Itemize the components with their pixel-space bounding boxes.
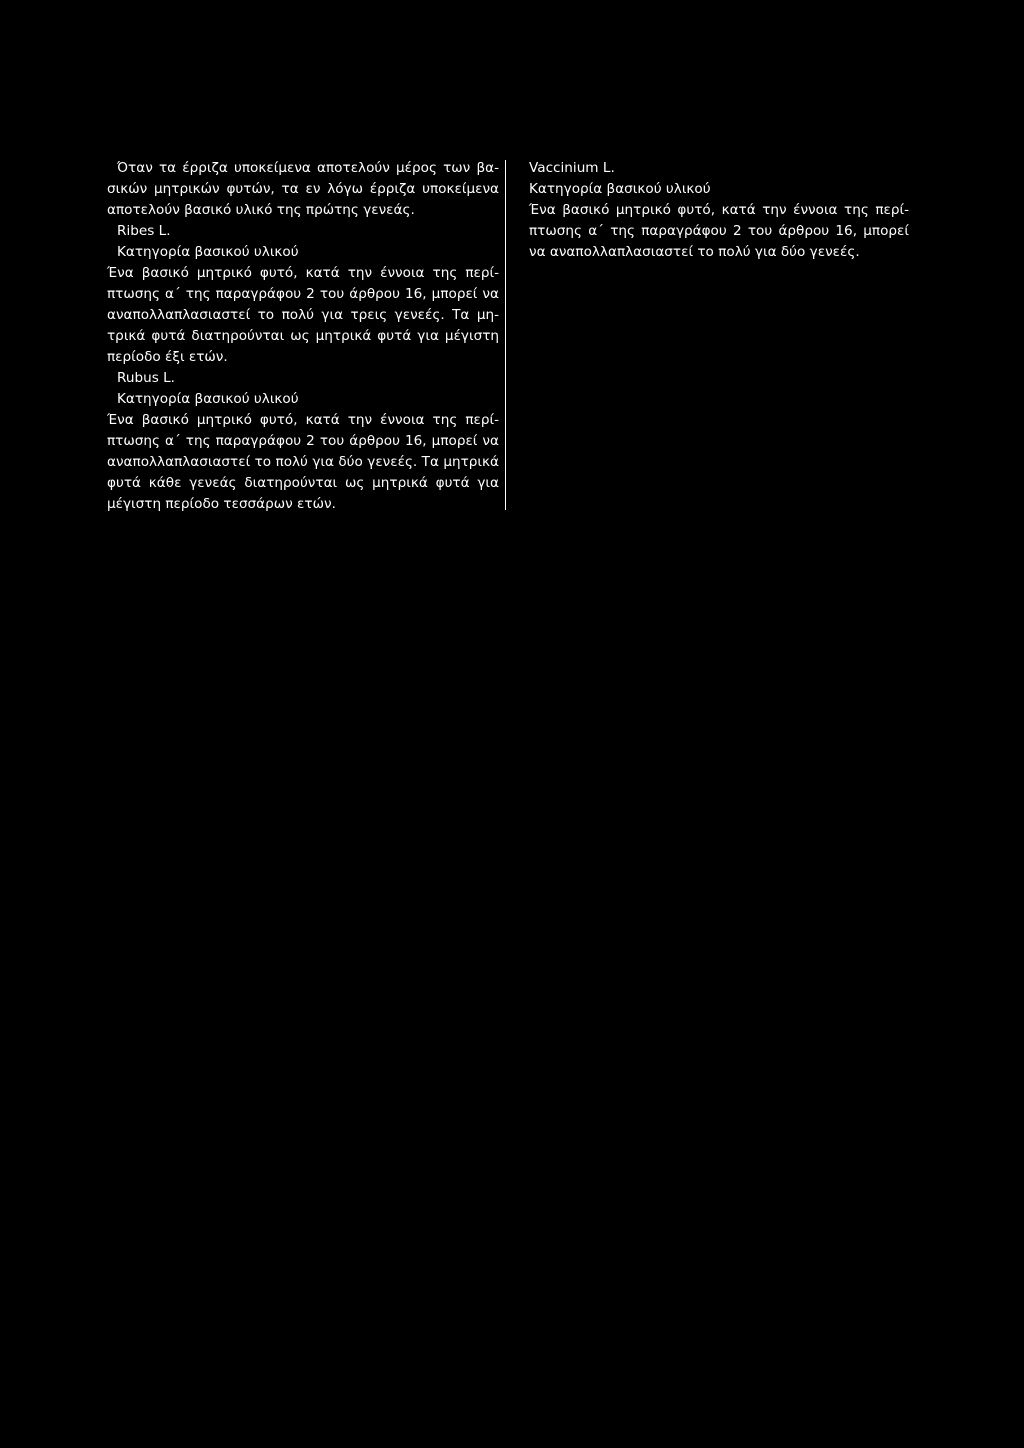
ribes-category-heading: Κατηγορία βασικού υλικού xyxy=(117,244,299,260)
column-divider xyxy=(505,160,506,510)
rubus-text: Ένα βασικό μητρικό φυτό, κατά την έννοια της περίπτωσης α΄ της παραγράφου 2 του άρθρου 16, μπορεί να αναπολλαπλασιαστεί το πολύ για δύο γενεές. Τα μητρικά φυτά κάθε γενεάς διατηρούνται ως μητρικά φυτά για μέγιστη περίοδο τεσσάρων ετών. xyxy=(107,412,499,512)
vaccinium-category-heading: Κατηγορία βασικού υλικού xyxy=(529,181,711,197)
vaccinium-text: Ένα βασικό μητρικό φυτό, κατά την έννοια της περίπτωσης α΄ της παραγράφου 2 του άρθρου 16, μπορεί να αναπολλαπλασιαστεί το πολύ για δύο γενεές. xyxy=(529,202,909,260)
rubus-genus-heading: Rubus L. xyxy=(117,370,175,386)
right-column xyxy=(529,158,909,263)
vaccinium-genus-heading: Vaccinium L. xyxy=(529,160,615,176)
intro-paragraph: Όταν τα έρριζα υποκείμενα αποτελούν μέρος των βασικών μητρικών φυτών, τα εν λόγω έρριζα υποκείμενα αποτελούν βασικό υλικό της πρώτης γενεάς. xyxy=(107,160,499,218)
rubus-category-heading: Κατηγορία βασικού υλικού xyxy=(117,391,299,407)
left-column xyxy=(107,158,499,515)
ribes-genus-heading: Ribes L. xyxy=(117,223,171,239)
ribes-text: Ένα βασικό μητρικό φυτό, κατά την έννοια της περίπτωσης α΄ της παραγράφου 2 του άρθρου 16, μπορεί να αναπολλαπλασιαστεί το πολύ για τρεις γενεές. Τα μητρικά φυτά διατηρούνται ως μητρικά φυτά για μέγιστη περίοδο έξι ετών. xyxy=(107,265,499,365)
